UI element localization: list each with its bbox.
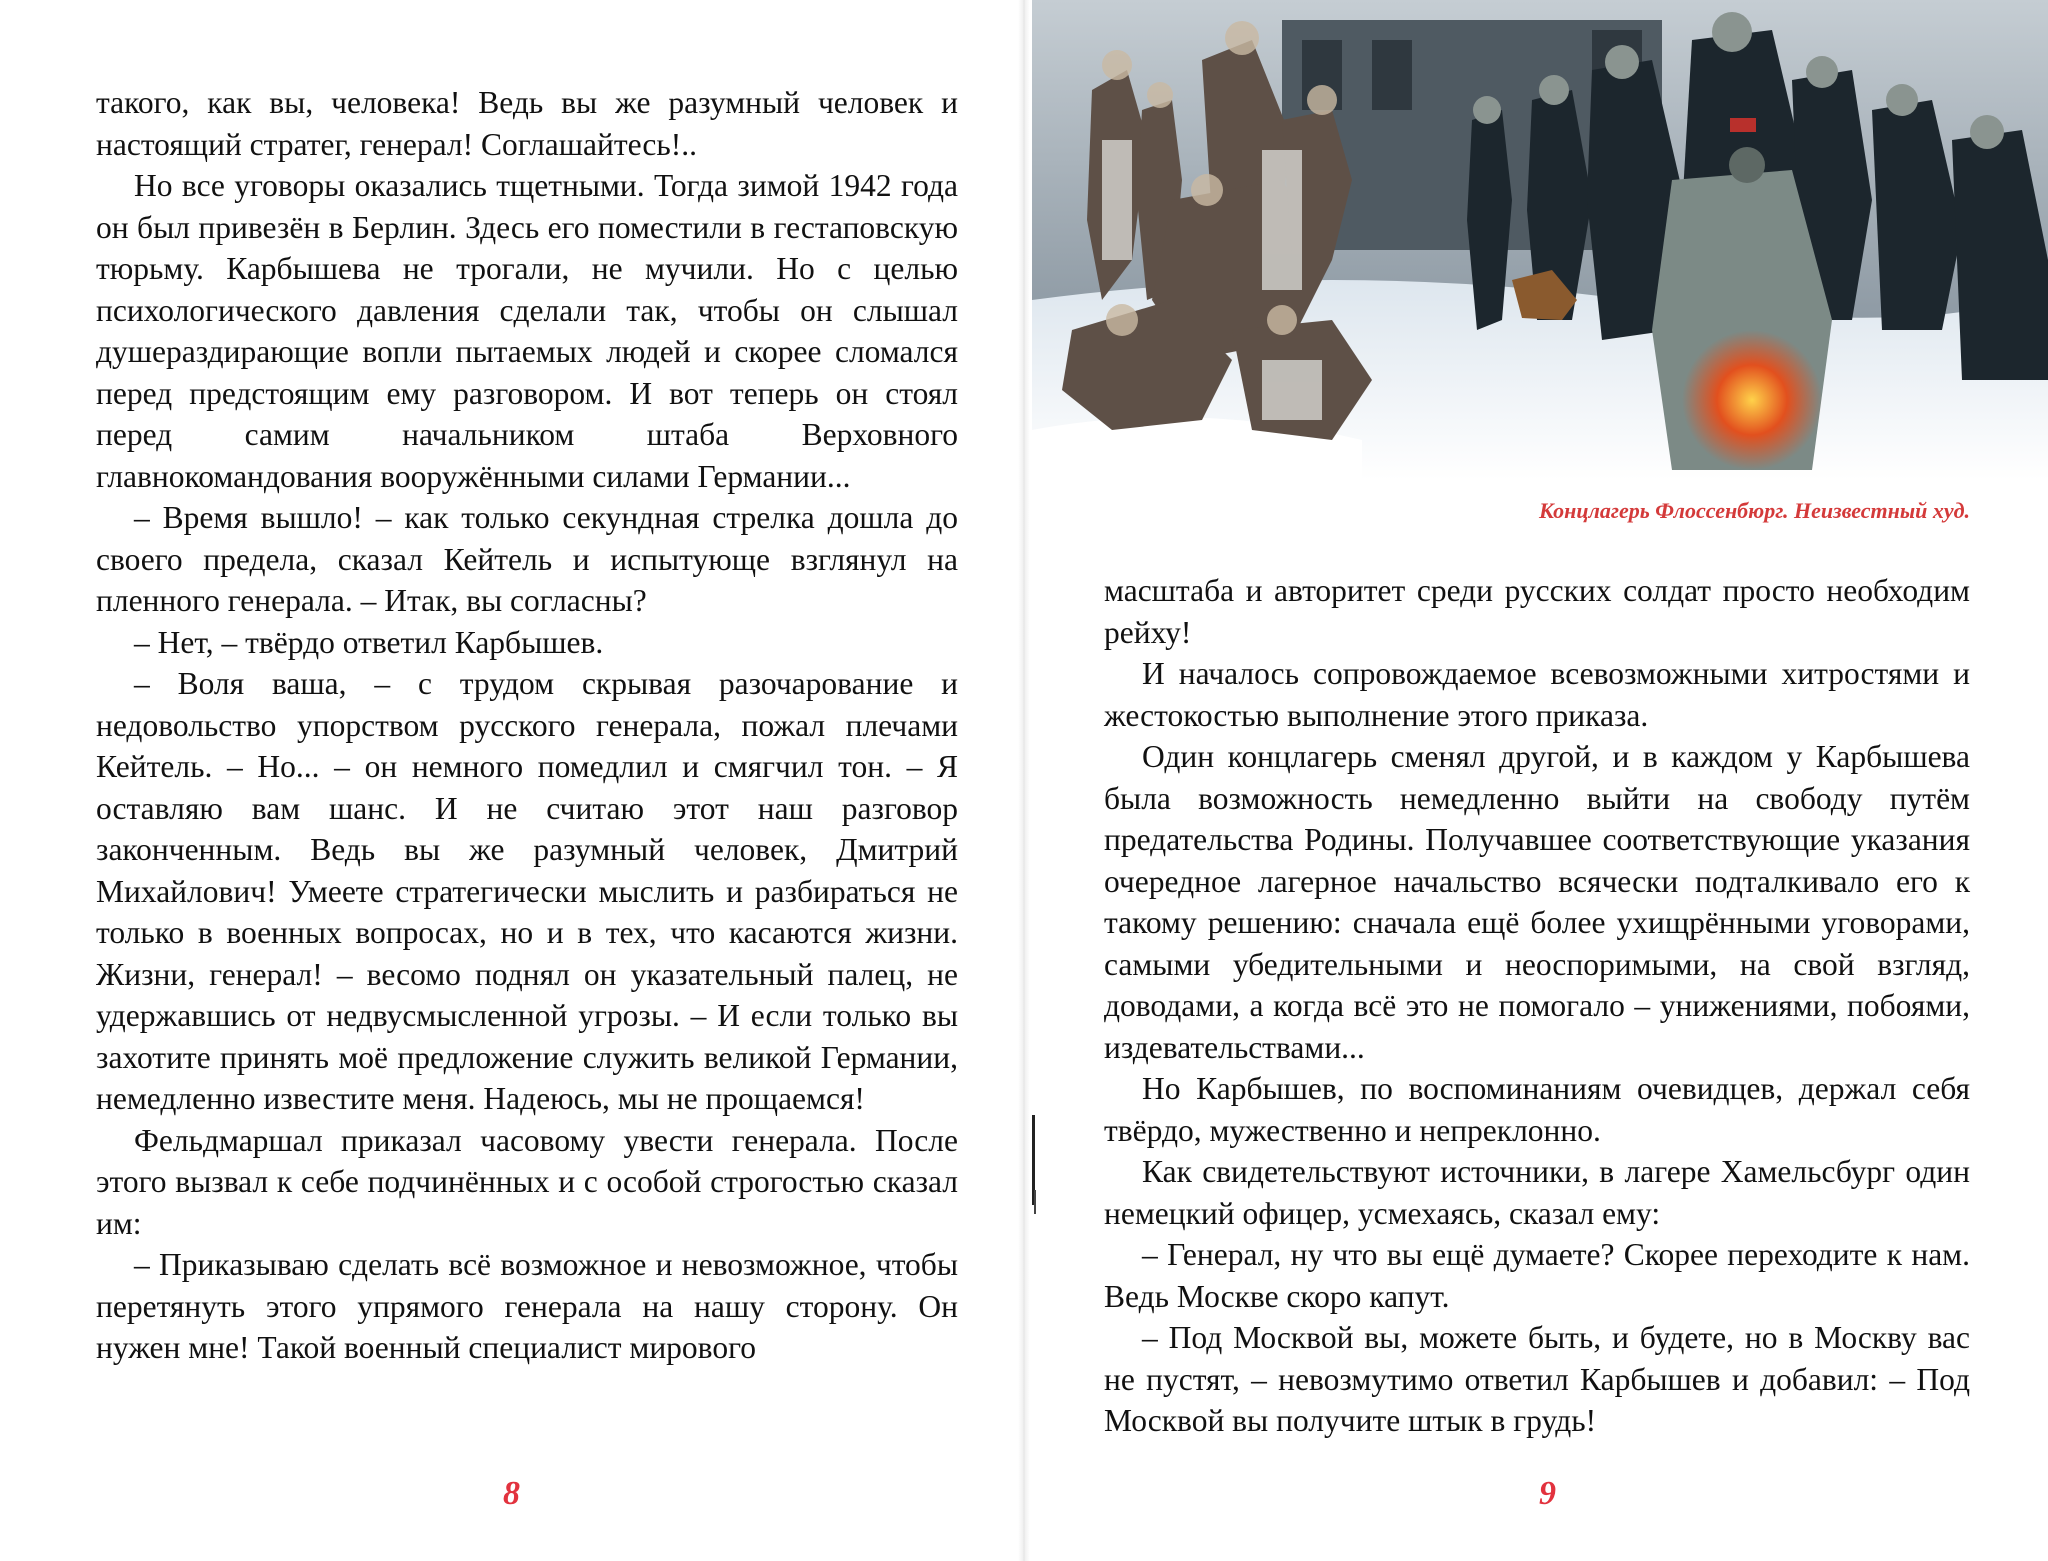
paragraph: – Под Москвой вы, можете быть, и будете, но в Москву вас не пустят, – невозмутимо ответил Карбышев и добавил: – Под Москвой вы получите штык в грудь! xyxy=(1104,1320,1970,1438)
page-number: 8 xyxy=(503,1475,520,1512)
right-page-text xyxy=(1104,570,1970,1442)
paragraph: масштаба и авторитет среди русских солдат просто необходим рейху! xyxy=(1104,573,1970,650)
paragraph: такого, как вы, человека! Ведь вы же разумный человек и настоящий стратег, генерал! Соглашайтесь!.. xyxy=(96,85,958,162)
page-number: 9 xyxy=(1539,1475,1556,1512)
paragraph: Фельдмаршал приказал часовому увести генерала. После этого вызвал к себе подчинённых и с особой строгостью сказал им: xyxy=(96,1122,958,1241)
paragraph: Как свидетельствуют источники, в лагере Хамельсбург один немецкий офицер, усмехаясь, сказал ему: xyxy=(1104,1154,1970,1231)
paragraph: И началось сопровождаемое всевозможными хитростями и жестокостью выполнение этого приказа. xyxy=(1104,656,1970,733)
paragraph: Но Карбышев, по воспоминаниям очевидцев, держал себя твёрдо, мужественно и непреклонно. xyxy=(1104,1071,1970,1148)
paragraph: Один концлагерь сменял другой, и в каждом у Карбышева была возможность немедленно выйти на свободу путём предательства Родины. Получавшее соответствующие указания очередное лагерное начальство всячески подталкивало его к такому решению: сначала ещё более ухищрёнными уговорами, самыми убедительными и неоспоримыми, на свой взгляд, доводами, а когда всё это не помогало – унижениями, побоями, издевательствами... xyxy=(1104,739,1970,1065)
paragraph: Но все уговоры оказались тщетными. Тогда зимой 1942 года он был привезён в Берлин. Здесь его поместили в гестаповскую тюрьму. Карбышева не трогали, не мучили. Но с целью психологического давления сделали так, чтобы он слышал душераздирающие вопли пытаемых людей и скорее сломался перед предстоящим ему разговором. И вот теперь он стоял перед самим начальником штаба Верховного главнокомандования вооружёнными силами Германии... xyxy=(96,168,958,494)
paragraph: – Нет, – твёрдо ответил Карбышев. xyxy=(134,624,604,660)
paragraph: – Генерал, ну что вы ещё думаете? Скорее переходите к нам. Ведь Москве скоро капут. xyxy=(1104,1237,1970,1314)
left-page-text xyxy=(96,82,958,1369)
paragraph: – Воля ваша, – с трудом скрывая разочарование и недовольство упорством русского генерала, пожал плечами Кейтель. – Но... – он немного помедлил и смягчил тон. – Я оставляю вам шанс. И не считаю этот наш разговор законченным. Ведь вы же разумный человек, Дмитрий Михайлович! Умеете стратегически мыслить и разбираться не только в военных вопросах, но и в тех, что касаются жизни. Жизни, генерал! – весомо поднял он указательный палец, не удержавшись от недвусмысленной угрозы. – И если только вы захотите принять моё предложение служить великой Германии, немедленно известите меня. Надеюсь, мы не прощаемся! xyxy=(96,666,958,1116)
paragraph: – Приказываю сделать всё возможное и невозможное, чтобы перетянуть этого упрямого генерала на нашу сторону. Он нужен мне! Такой военный специалист мирового xyxy=(96,1247,958,1365)
paragraph: – Время вышло! – как только секундная стрелка дошла до своего предела, сказал Кейтель и испытующе взглянул на пленного генерала. – Итак, вы согласны? xyxy=(96,500,958,618)
concentration-camp-painting xyxy=(1032,0,2048,480)
illustration-caption: Концлагерь Флоссенбюрг. Неизвестный худ. xyxy=(1539,498,1970,523)
